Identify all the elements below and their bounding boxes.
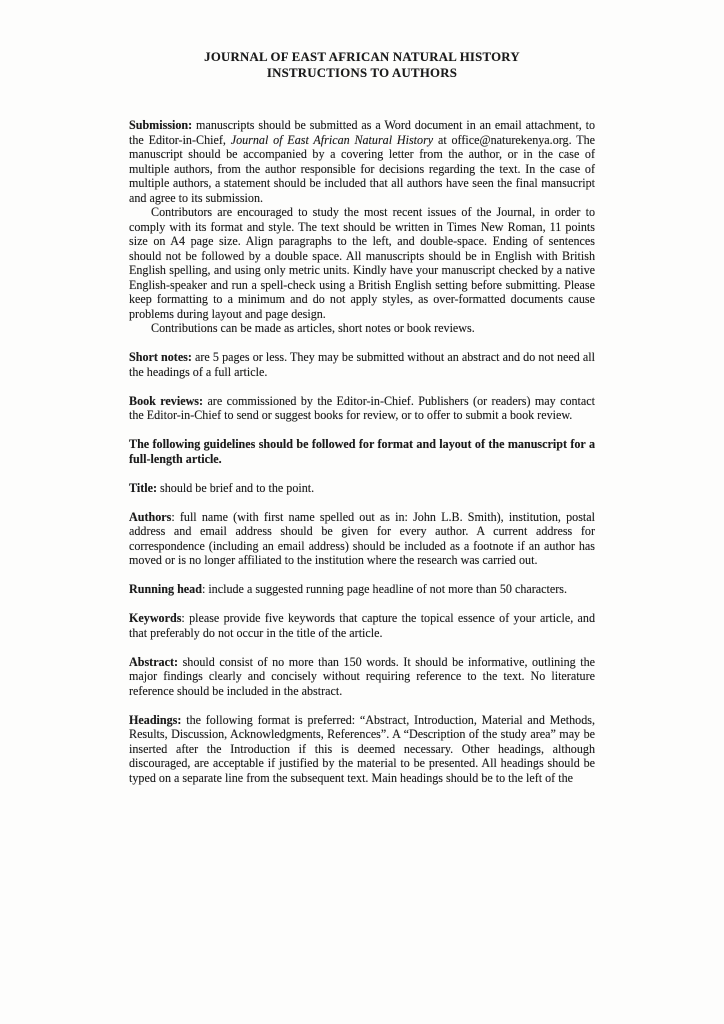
paragraph-short-notes [129,350,595,379]
run-text: Contributors are encouraged to study the most recent issues of the Journal, in order to comply with its format and style. The text should be written in Times New Roman, 11 points size on A4 page size. Align paragraphs to the left, and double-space. Ending of sentences should not be followed by a double space. All manuscripts should be in English with British English spelling, and using only metric units. Kindly have your manuscript checked by a native English-speaker and run a spell-check using a British English setting before submitting. Please keep formatting to a minimum and do not apply styles, as over-formatted documents cause problems during layout and page design. [129,205,595,321]
paragraph-title [129,481,595,496]
paragraph-keywords [129,611,595,640]
run-bold: Short notes: [129,350,192,364]
paragraph-abstract [129,655,595,699]
paragraph-headings [129,713,595,786]
run-bold: Abstract: [129,654,179,669]
run-text: should consist of no more than 150 words. It should be informative, outlining the major findings clearly and concisely without requiring reference to the text. No literature reference should be included in the abstract. [129,654,595,698]
run-text: : full name (with first name spelled out as in: John L.B. Smith), institution, postal address and email address should be given for every author. A current address for correspondence (including an email address) should be included as a footnote if an author has moved or is no longer affiliated to the institution where the research was carried out. [129,509,595,567]
run-text: the following format is preferred: “Abstract, Introduction, Material and Methods, Results, Discussion, Acknowledgments, References”. A “Description of the study area” may be inserted after the Introduction if this is deemed necessary. Other headings, although discouraged, are acceptable if justified by the material to be presented. All headings should be typed on a separate line from the subsequent text. Main headings should be to the left of the [129,712,595,785]
journal-title: JOURNAL OF EAST AFRICAN NATURAL HISTORY [204,50,520,64]
run-bold: Submission: [129,118,193,132]
document-subtitle: INSTRUCTIONS TO AUTHORS [266,66,458,80]
run-italic: Journal of East African Natural History [230,132,434,147]
run-bold: Title: [129,480,157,495]
paragraph-contributions [129,321,595,336]
paragraph-submission [129,118,595,205]
run-bold: Book reviews: [129,393,204,408]
run-text: manuscripts should be submitted as a Word document in an email attachment, to the Editor-in-Chief, [129,118,595,147]
run-text: should be brief and to the point. [157,480,315,495]
run-bold: Keywords [129,611,182,625]
document-header [0,0,724,81]
paragraph-guidelines [129,437,595,466]
run-bold: Running head [129,582,202,596]
document-body [129,118,595,785]
run-bold: Authors [129,509,172,524]
run-bold: Headings: [129,712,182,727]
run-text: Contributions can be made as articles, short notes or book reviews. [151,321,475,335]
paragraph-contributors [129,205,595,321]
paragraph-book-reviews [129,394,595,423]
run-text: are commissioned by the Editor-in-Chief. Publishers (or readers) may contact the Editor-in-Chief to send or suggest books for review, or to offer to submit a book review. [129,393,596,422]
run-text: are 5 pages or less. They may be submitted without an abstract and do not need all the headings of a full article. [129,350,595,379]
paragraph-running-head [129,582,595,597]
paragraph-authors [129,510,595,568]
run-bold: The following guidelines should be followed for format and layout of the manuscript for a full-length article. [129,437,595,466]
run-text: : include a suggested running page headline of not more than 50 characters. [201,582,567,596]
run-text: : please provide five keywords that capture the topical essence of your article, and that preferably do not occur in the title of the article. [129,611,595,640]
run-text: at office@naturekenya.org. The manuscript should be accompanied by a covering letter from the author, or in the case of multiple authors, from the author responsible for decisions regarding the text. In the case of multiple authors, a statement should be included that all authors have seen the final mansucript and agree to its submission. [129,132,595,205]
